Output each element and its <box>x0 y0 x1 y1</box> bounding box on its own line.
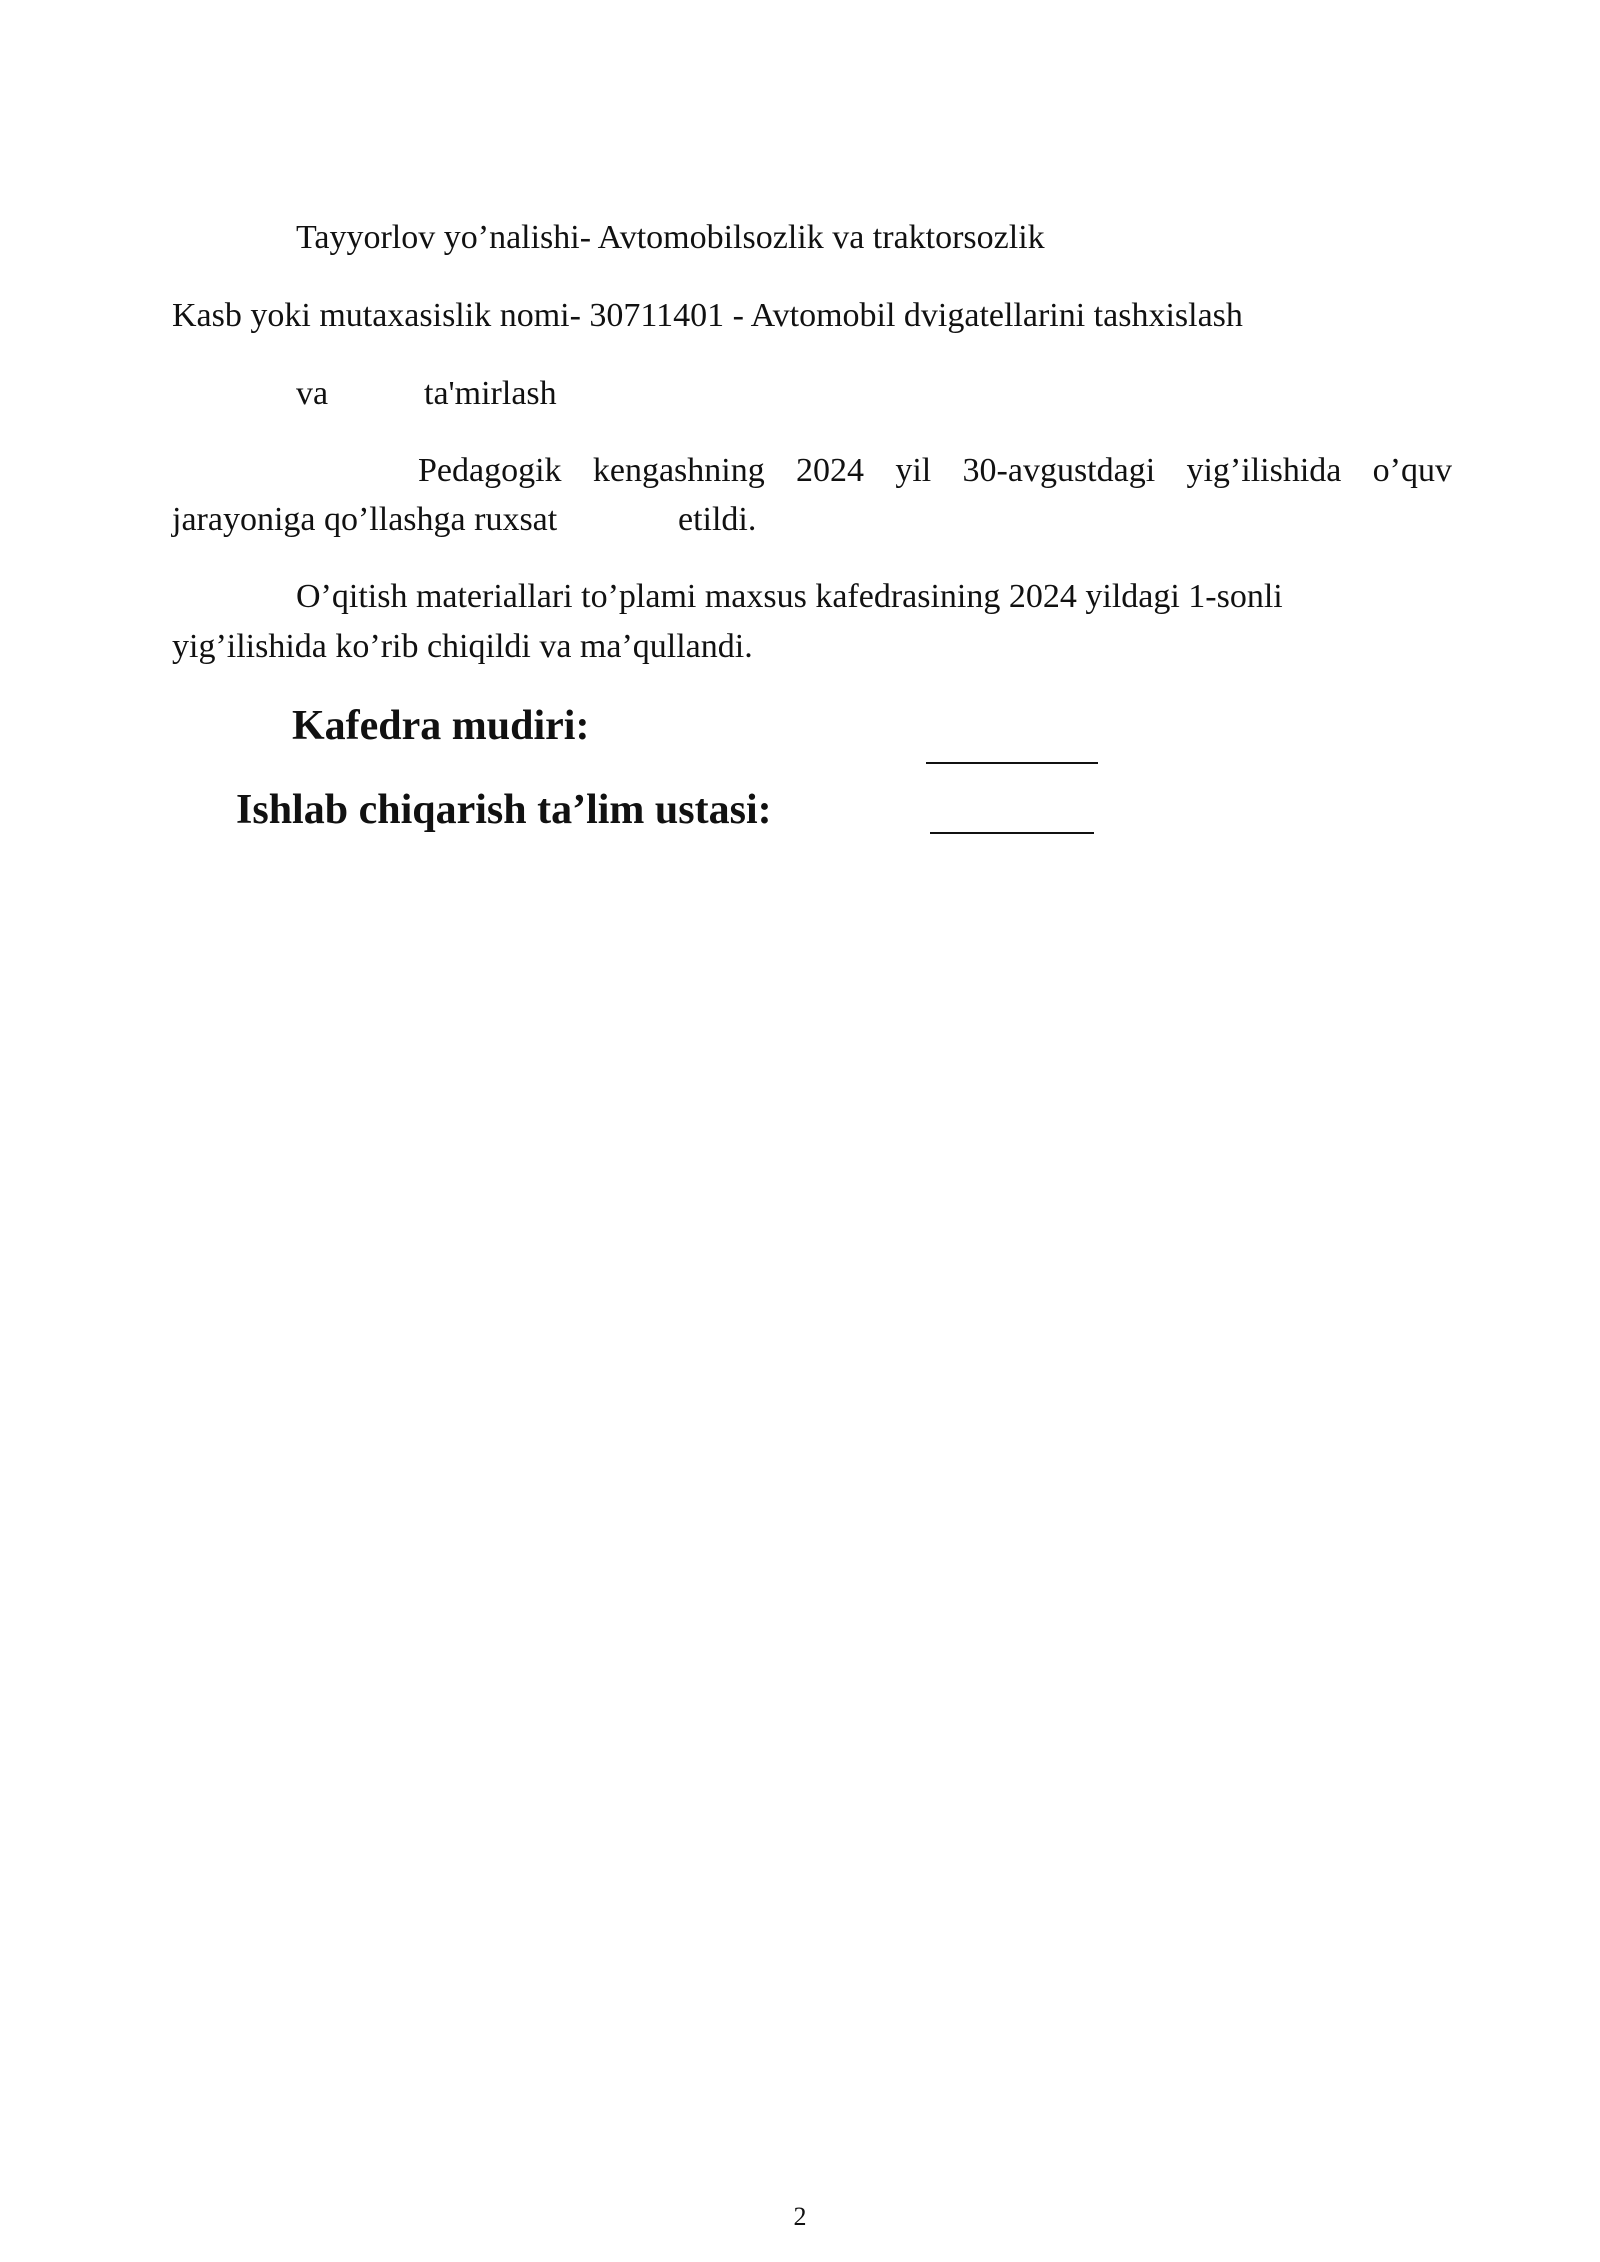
specialty-text-line2-tamirlash: ta'mirlash <box>424 375 557 412</box>
materials-text-line2: yig’ilishida ko’rib chiqildi va ma’qullandi. <box>172 628 753 665</box>
council-text-line1: Pedagogik kengashning 2024 yil 30-avgustdagi yig’ilishida o’quv <box>418 452 1452 489</box>
specialty-text-line1: Kasb yoki mutaxasislik nomi- 30711401 - Avtomobil dvigatellarini tashxislash <box>172 297 1243 334</box>
specialty-text-line2-va: va <box>296 375 329 412</box>
signature-line-ustasi <box>930 832 1094 834</box>
direction-text: Tayyorlov yo’nalishi- Avtomobilsozlik va traktorsozlik <box>296 219 1045 256</box>
page-number: 2 <box>793 2202 807 2231</box>
council-paragraph <box>418 446 1452 496</box>
signature-label-kafedra: Kafedra mudiri: <box>292 703 590 749</box>
signature-line-kafedra <box>926 762 1098 764</box>
council-text-line2-b: etildi. <box>678 501 757 538</box>
council-text-line2-a: jarayoniga qo’llashga ruxsat <box>172 501 558 538</box>
signature-label-ustasi: Ishlab chiqarish ta’lim ustasi: <box>236 787 772 833</box>
materials-text-line1: O’qitish materiallari to’plami maxsus kafedrasining 2024 yildagi 1-sonli <box>296 578 1283 615</box>
